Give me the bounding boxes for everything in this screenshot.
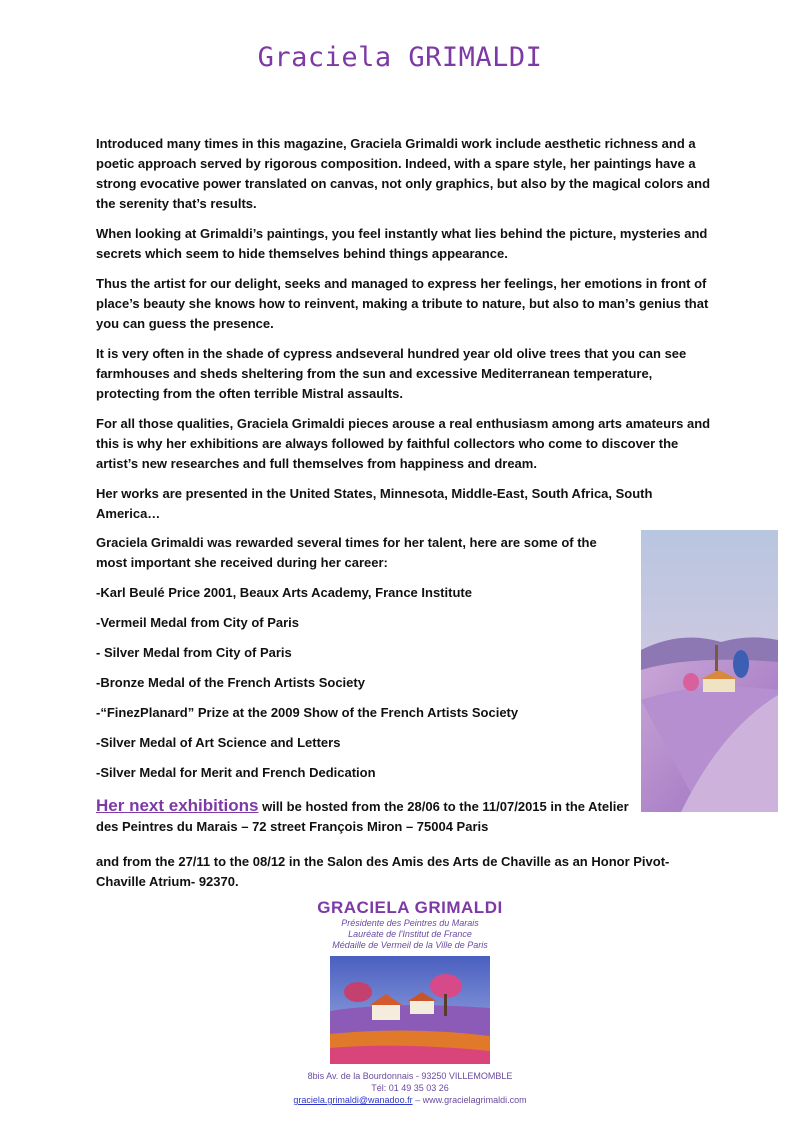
award-item: -Bronze Medal of the French Artists Society xyxy=(96,675,365,690)
paragraph: For all those qualities, Graciela Grimaldi pieces arouse a real enthusiasm among arts amateurs and this is why her exhibitions are always followed by faithful collectors who come to discover the artist’s new researches and full themselves from happiness and dream. xyxy=(96,416,711,471)
card-painting-image xyxy=(330,956,490,1064)
article-body xyxy=(96,134,711,534)
award-item: -Karl Beulé Price 2001, Beaux Arts Academy, France Institute xyxy=(96,585,472,600)
awards-section xyxy=(96,533,616,793)
contact-card xyxy=(250,898,570,1106)
exhibitions-text: will be hosted from the 28/06 to the 11/07/2015 in the Atelier des Peintres du Marais – 72 street François Miron – 75004 Paris xyxy=(96,799,629,834)
painting-image xyxy=(641,530,778,812)
award-item: -Vermeil Medal from City of Paris xyxy=(96,615,300,630)
card-footer xyxy=(250,1070,570,1106)
award-item: -“FinezPlanard” Prize at the 2009 Show of the French Artists Society xyxy=(96,705,519,720)
paragraph: Introduced many times in this magazine, Graciela Grimaldi work include aesthetic richness and a poetic approach served by rigorous composition. Indeed, with a spare style, her paintings have a strong evocative power translated on canvas, not only graphics, but also by the magical colors and the serenity that’s results. xyxy=(96,136,711,211)
paragraph: It is very often in the shade of cypress andseveral hundred year old olive trees that you can see farmhouses and sheds sheltering from the sun and excessive Mediterranean temperature, protecting from the often terrible Mistral assaults. xyxy=(96,346,687,401)
paragraph: When looking at Grimaldi’s paintings, you feel instantly what lies behind the picture, mysteries and secrets which seem to hide themselves behind things appearance. xyxy=(96,226,708,261)
card-title-line: Présidente des Peintres du Marais xyxy=(341,918,479,928)
exhibitions-section xyxy=(96,796,636,837)
card-phone: Tél: 01 49 35 03 26 xyxy=(371,1083,449,1093)
card-name: GRACIELA GRIMALDI xyxy=(317,898,503,917)
awards-intro: Graciela Grimaldi was rewarded several times for her talent, here are some of the most important she received during her career: xyxy=(96,535,597,570)
award-item: - Silver Medal from City of Paris xyxy=(96,645,292,660)
card-address: 8bis Av. de la Bourdonnais - 93250 VILLEMOMBLE xyxy=(307,1071,513,1081)
email-link[interactable]: graciela.grimaldi@wanadoo.fr xyxy=(293,1095,413,1105)
exhibitions-text-2: and from the 27/11 to the 08/12 in the Salon des Amis des Arts de Chaville as an Honor Pivot-Chaville Atrium- 92370. xyxy=(96,854,670,889)
website-text: – www.gracielagrimaldi.com xyxy=(412,1095,527,1105)
page-title: Graciela GRIMALDI xyxy=(257,42,543,73)
award-item: -Silver Medal for Merit and French Dedication xyxy=(96,765,376,780)
award-item: -Silver Medal of Art Science and Letters xyxy=(96,735,341,750)
paragraph: Thus the artist for our delight, seeks and managed to express her feelings, her emotions in front of place’s beauty she knows how to reinvent, making a tribute to nature, but also to man’s genius that you can guess the presence. xyxy=(96,276,709,331)
exhibitions-heading: Her next exhibitions xyxy=(96,796,259,815)
card-title-line: Médaille de Vermeil de la Ville de Paris xyxy=(332,940,488,950)
paragraph: Her works are presented in the United States, Minnesota, Middle-East, South Africa, South America… xyxy=(96,486,653,521)
card-title-line: Lauréate de l'Institut de France xyxy=(348,929,472,939)
